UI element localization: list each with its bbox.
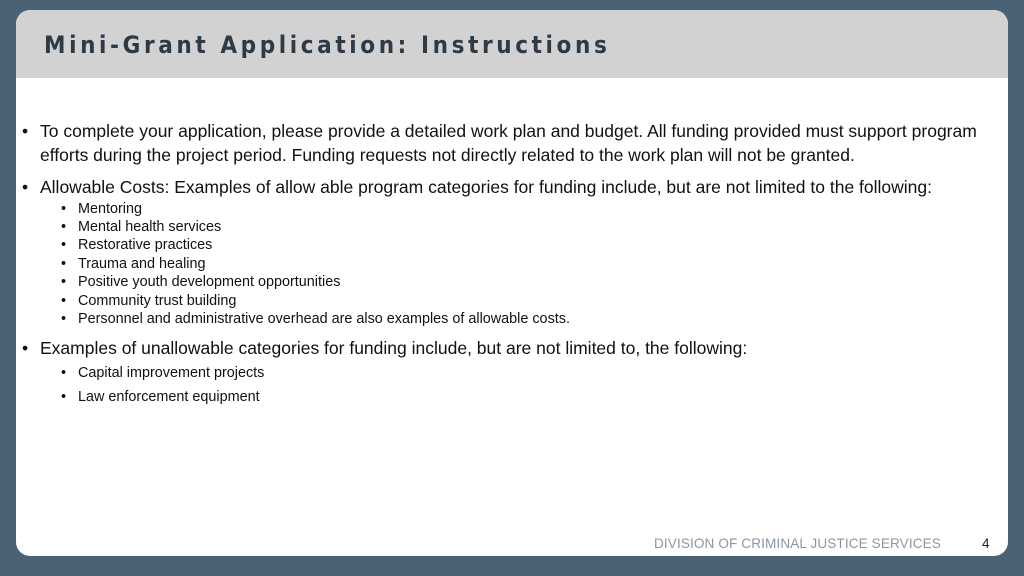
unallowable-costs-list [20,361,980,409]
bullet-marker: • [22,121,29,141]
bullet-instructions-text: To complete your application, please provide a detailed work plan and budget. All funding provided must support program efforts during the project period. Funding requests not directly related to the work plan will not be granted. [40,121,977,165]
bullet-allowable-costs-text: Allowable Costs: Examples of allow able program categories for funding include, but are not limited to the following: [40,177,933,197]
bullet-marker: • [22,338,29,359]
slide-body [20,120,980,409]
allowable-costs-list [20,200,980,329]
list-item: • Personnel and administrative overhead are also examples of allowable costs. [61,310,570,327]
list-item: • Trauma and healing [61,255,206,272]
bullet-instructions [20,120,980,167]
slide-title: Mini-Grant Application: Instructions [44,31,611,59]
list-item: • Restorative practices [61,237,213,254]
list-item: • Law enforcement equipment [61,388,260,405]
bullet-allowable-costs [20,176,980,200]
bullet-marker: • [22,177,29,197]
list-item: • Mentoring [61,200,142,217]
bullet-unallowable-costs-text: Examples of unallowable categories for funding include, but are not limited to, the following: [40,338,748,359]
page-number: 4 [982,536,990,551]
list-item: • Mental health services [61,218,222,235]
list-item: • Positive youth development opportunities [61,274,341,291]
bullet-unallowable-costs [20,337,980,361]
list-item: • Capital improvement projects [61,364,265,381]
title-bar [16,10,1008,78]
list-item: • Community trust building [61,292,237,309]
footer-organization: DIVISION OF CRIMINAL JUSTICE SERVICES [654,536,941,551]
slide [16,10,1008,556]
